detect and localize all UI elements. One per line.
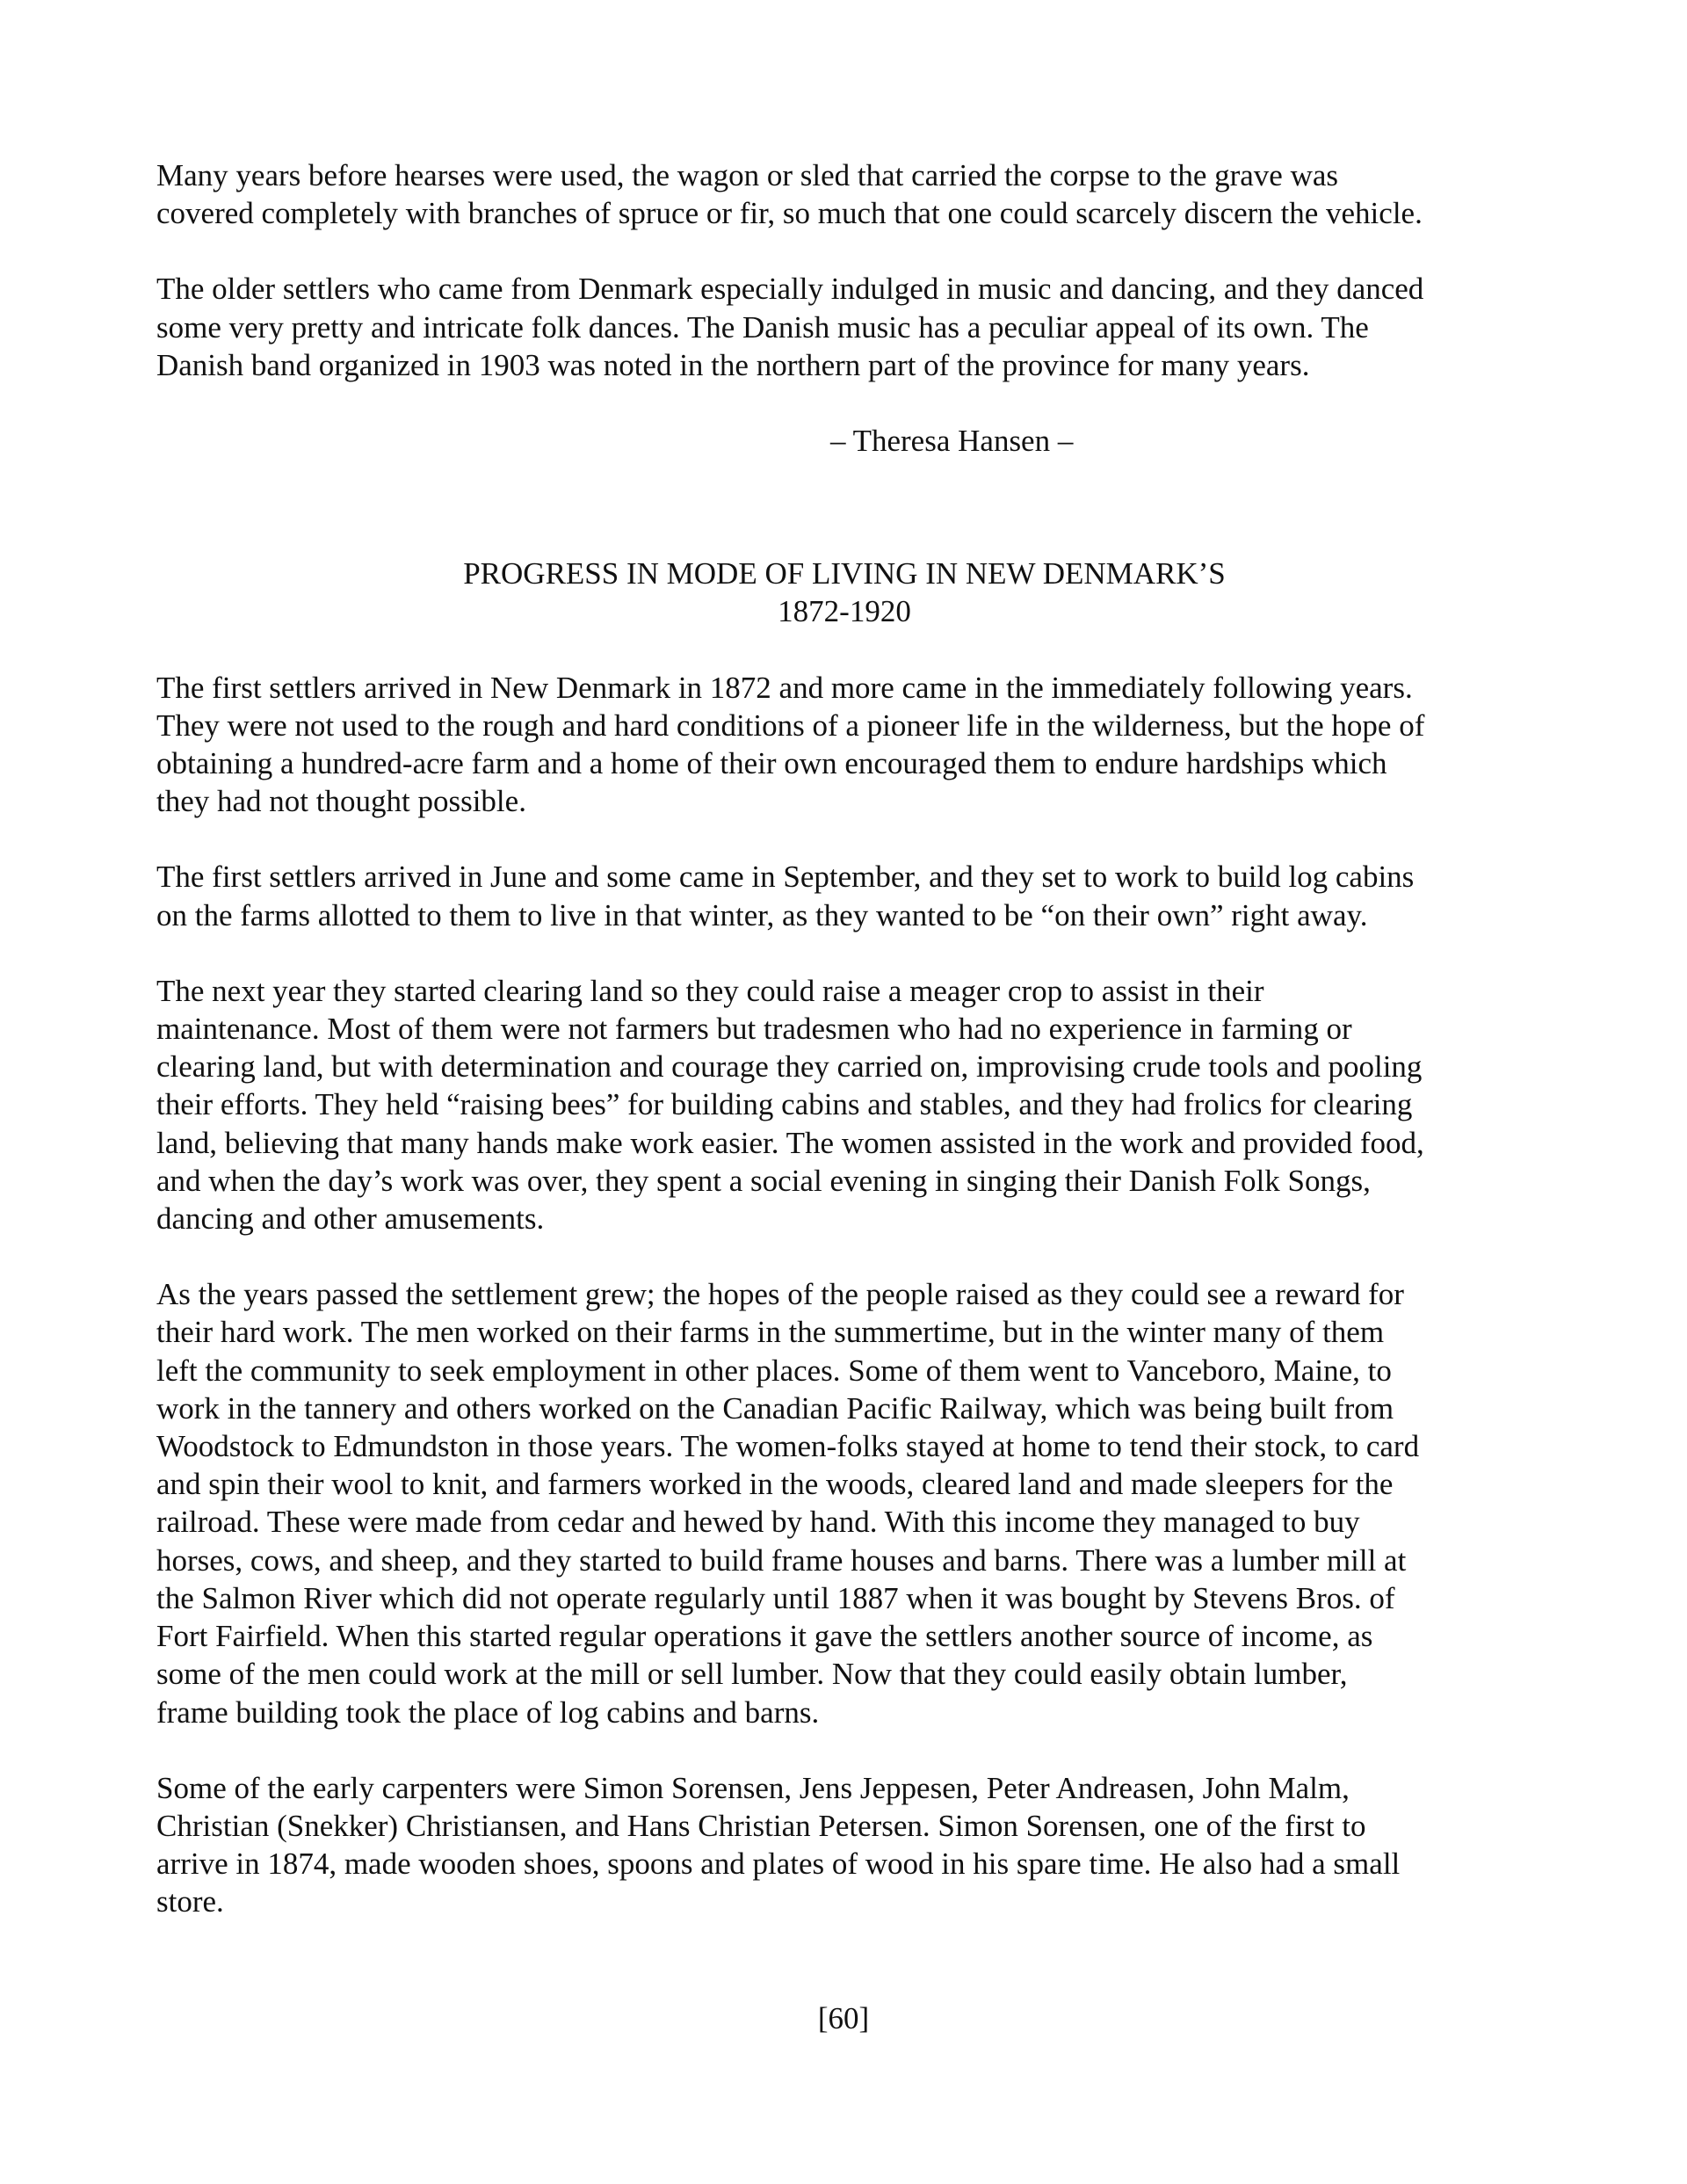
paragraph-clearing-land: The next year they started clearing land so they could raise a meager crop to assist in their maintenance. Most of them were not farmers but tradesmen who had no experience in farming or clearing land, but with determination and courage they carried on, improvising crude tools and pooling their efforts. They held “raising bees” for building cabins and stables, and they had frolics for clearing land, believing that many hands make work easier. The women assisted in the work and provided food, and when the day’s work was over, they spent a social evening in singing their Danish Folk Songs, dancing and other amusements.: [156, 973, 1424, 1237]
section-heading: [156, 555, 1532, 630]
paragraph-settlement-grew: As the years passed the settlement grew; the hopes of the people raised as they could see a reward for their hard work. The men worked on their farms in the summertime, but in the winter many of them left the community to seek employment in other places. Some of them went to Vanceboro, Maine, to work in the tannery and others worked on the Canadian Pacific Railway, which was being built from Woodstock to Edmundston in those years. The women-folks stayed at home to tend their stock, to card and spin their wool to knit, and farmers worked in the woods, cleared land and made sleepers for the railroad. These were made from cedar and hewed by hand. With this income they managed to buy horses, cows, and sheep, and they started to build frame houses and barns. There was a lumber mill at the Salmon River which did not operate regularly until 1887 when it was bought by Stevens Bros. of Fort Fairfield. When this started regular operations it gave the settlers another source of income, as some of the men could work at the mill or sell lumber. Now that they could easily obtain lumber, frame building took the place of log cabins and barns.: [156, 1277, 1420, 1730]
page-number: [60]: [817, 2001, 870, 2035]
paragraph-carpenters: Some of the early carpenters were Simon Sorensen, Jens Jeppesen, Peter Andreasen, John Malm, Christian (Snekker) Christiansen, and Hans Christian Petersen. Simon Sorensen, one of the first to arrive in 1874, made wooden shoes, spoons and plates of wood in his spare time. He also had a small store.: [156, 1770, 1401, 1919]
paragraph-music-dancing: The older settlers who came from Denmark especially indulged in music and dancing, and they danced some very pretty and intricate folk dances. The Danish music has a peculiar appeal of its own. The Danish band organized in 1903 was noted in the northern part of the province for many years.: [156, 272, 1424, 382]
paragraph-first-settlers: The first settlers arrived in New Denmark in 1872 and more came in the immediately following years. They were not used to the rough and hard conditions of a pioneer life in the wilderness, but the hope of obtaining a hundred-acre farm and a home of their own encouraged them to endure hardships which they had not thought possible.: [156, 670, 1425, 819]
document-page: [156, 156, 1532, 1959]
section-title: PROGRESS IN MODE OF LIVING IN NEW DENMARK’S: [463, 556, 1226, 591]
paragraph-hearses: Many years before hearses were used, the wagon or sled that carried the corpse to the grave was covered completely with branches of spruce or fir, so much that one could scarcely discern the vehicle.: [156, 158, 1423, 231]
section-years: 1872-1920: [778, 594, 911, 629]
author-attribution: – Theresa Hansen –: [830, 424, 1074, 459]
paragraph-log-cabins: The first settlers arrived in June and some came in September, and they set to work to build log cabins on the farms allotted to them to live in that winter, as they wanted to be “on their own” right away.: [156, 860, 1415, 932]
